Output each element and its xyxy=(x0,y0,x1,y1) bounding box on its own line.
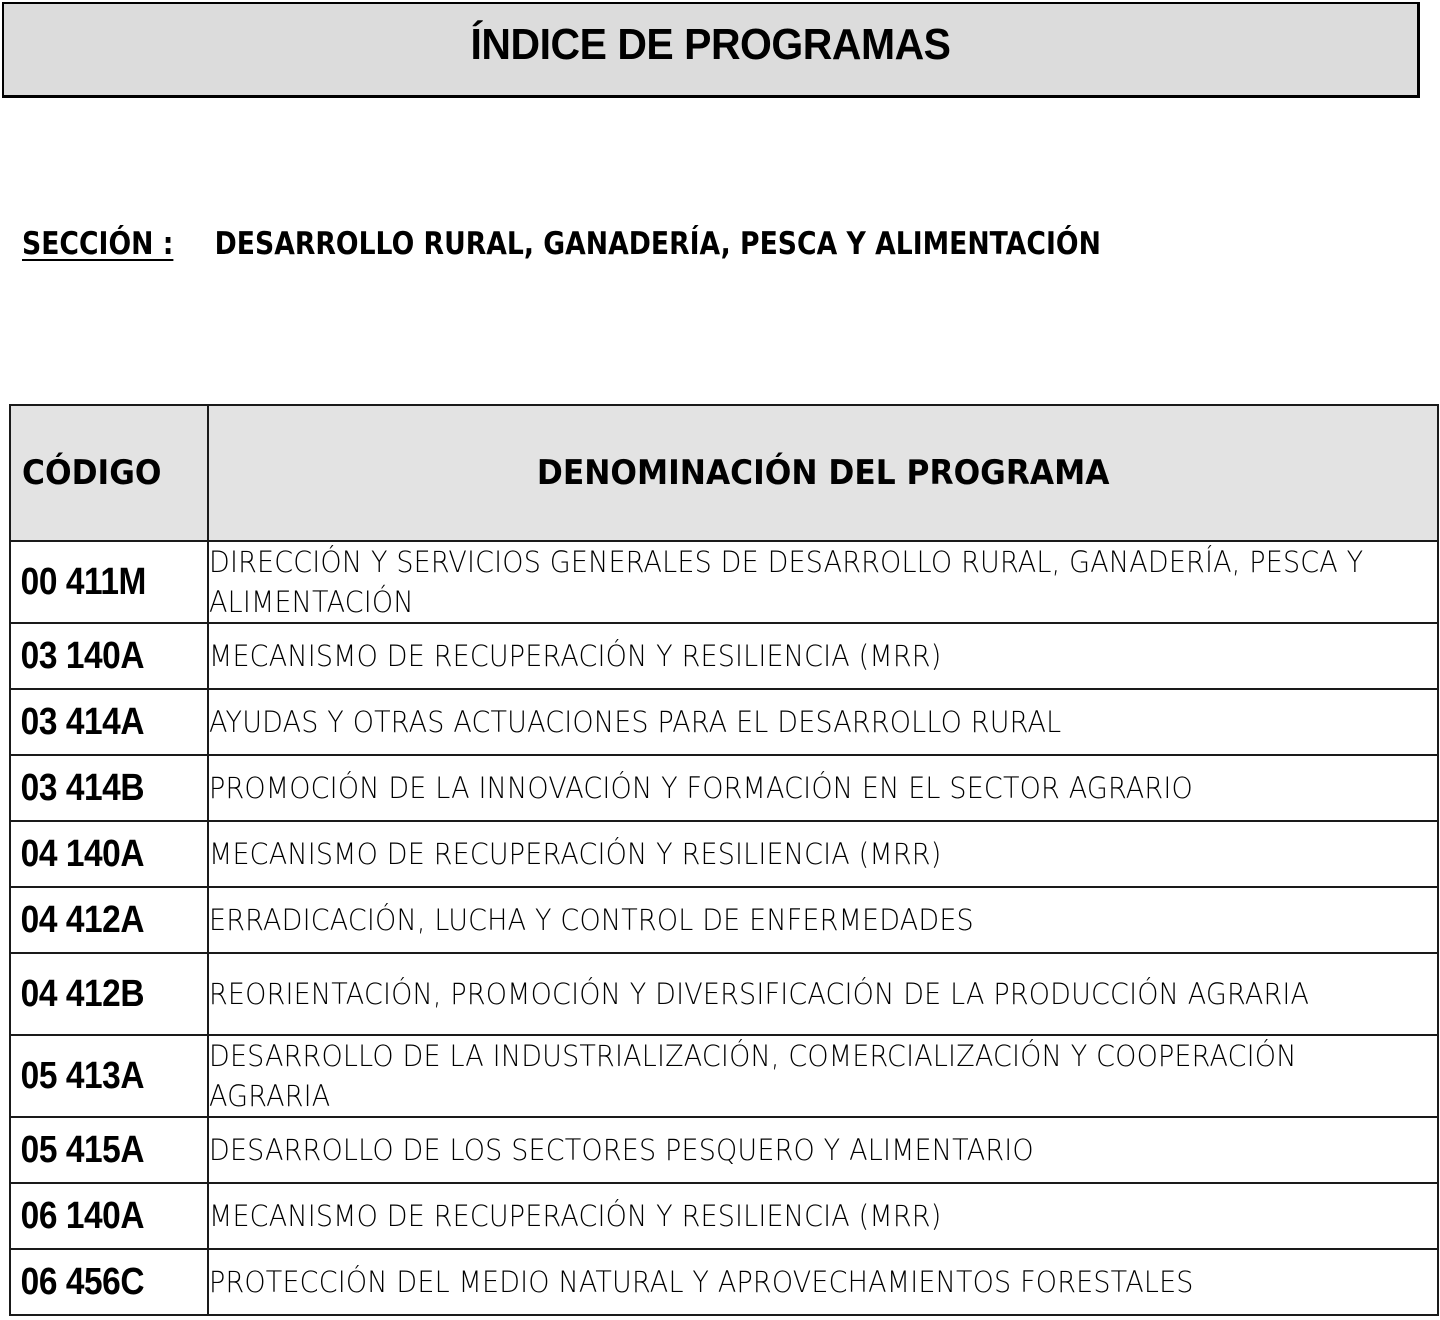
table-row xyxy=(10,1035,1438,1117)
program-name: REORIENTACIÓN, PROMOCIÓN Y DIVERSIFICACIÓN DE LA PRODUCCIÓN AGRARIA xyxy=(208,953,1438,1035)
program-code: 06 140A xyxy=(10,1183,208,1249)
program-name: DESARROLLO DE LOS SECTORES PESQUERO Y ALIMENTARIO xyxy=(208,1117,1438,1183)
program-name: MECANISMO DE RECUPERACIÓN Y RESILIENCIA (MRR) xyxy=(208,821,1438,887)
program-code: 03 414B xyxy=(10,755,208,821)
column-header-code xyxy=(10,405,208,541)
column-header-name xyxy=(208,405,1438,541)
program-name: DIRECCIÓN Y SERVICIOS GENERALES DE DESARROLLO RURAL, GANADERÍA, PESCA Y ALIMENTACIÓN xyxy=(208,541,1438,623)
program-code: 06 456C xyxy=(10,1249,208,1315)
page-title: ÍNDICE DE PROGRAMAS xyxy=(470,20,951,69)
table-row xyxy=(10,887,1438,953)
program-name: ERRADICACIÓN, LUCHA Y CONTROL DE ENFERMEDADES xyxy=(208,887,1438,953)
table-header-row xyxy=(10,405,1438,541)
program-code: 05 413A xyxy=(10,1035,208,1117)
program-code: 03 414A xyxy=(10,689,208,755)
program-code: 05 415A xyxy=(10,1117,208,1183)
program-name: MECANISMO DE RECUPERACIÓN Y RESILIENCIA (MRR) xyxy=(208,1183,1438,1249)
program-code: 03 140A xyxy=(10,623,208,689)
table-row xyxy=(10,689,1438,755)
section-label: SECCIÓN : xyxy=(22,226,174,262)
program-code: 04 140A xyxy=(10,821,208,887)
section-value: DESARROLLO RURAL, GANADERÍA, PESCA Y ALIMENTACIÓN xyxy=(214,226,1101,262)
column-header-name-label: DENOMINACIÓN DEL PROGRAMA xyxy=(536,453,1110,493)
program-name: AYUDAS Y OTRAS ACTUACIONES PARA EL DESARROLLO RURAL xyxy=(208,689,1438,755)
section-heading xyxy=(22,226,1101,262)
table-row xyxy=(10,755,1438,821)
table-row xyxy=(10,1183,1438,1249)
table-row xyxy=(10,953,1438,1035)
table-row xyxy=(10,623,1438,689)
program-code: 04 412A xyxy=(10,887,208,953)
program-name: MECANISMO DE RECUPERACIÓN Y RESILIENCIA (MRR) xyxy=(208,623,1438,689)
programs-table xyxy=(9,404,1439,1316)
table-row xyxy=(10,1249,1438,1315)
program-code: 04 412B xyxy=(10,953,208,1035)
column-header-code-label: CÓDIGO xyxy=(22,453,162,493)
table-row xyxy=(10,821,1438,887)
table-row xyxy=(10,1117,1438,1183)
title-banner xyxy=(2,2,1420,98)
program-code: 00 411M xyxy=(10,541,208,623)
program-name: PROMOCIÓN DE LA INNOVACIÓN Y FORMACIÓN EN EL SECTOR AGRARIO xyxy=(208,755,1438,821)
program-name: PROTECCIÓN DEL MEDIO NATURAL Y APROVECHAMIENTOS FORESTALES xyxy=(208,1249,1438,1315)
table-row xyxy=(10,541,1438,623)
program-name: DESARROLLO DE LA INDUSTRIALIZACIÓN, COMERCIALIZACIÓN Y COOPERACIÓN AGRARIA xyxy=(208,1035,1438,1117)
